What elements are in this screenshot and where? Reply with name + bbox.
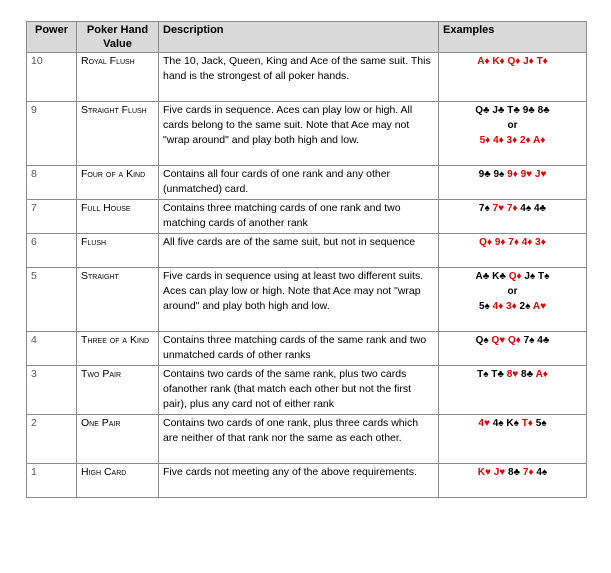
description-cell: Contains three matching cards of the same rank and two unmatched cards of other ranks xyxy=(159,332,439,366)
playing-card: J♠ xyxy=(524,271,536,282)
example-hand xyxy=(443,235,582,250)
description-cell: Contains all four cards of one rank and any other (unmatched) card. xyxy=(159,166,439,200)
hand-name-cell: Three of a Kind xyxy=(77,332,159,366)
playing-card: Q♦ xyxy=(508,271,522,282)
example-hand xyxy=(443,465,582,480)
playing-card: 9♣ xyxy=(478,169,491,180)
example-hand xyxy=(443,54,582,69)
examples-cell xyxy=(439,200,587,234)
table-body xyxy=(27,53,587,498)
playing-card: 9♣ xyxy=(522,105,535,116)
playing-card: 8♣ xyxy=(537,105,550,116)
examples-cell xyxy=(439,234,587,268)
hand-header: Poker Hand Value xyxy=(77,22,159,53)
playing-card: Q♦ xyxy=(479,237,493,248)
power-cell: 3 xyxy=(27,366,77,415)
playing-card: 9♦ xyxy=(494,237,506,248)
power-cell: 7 xyxy=(27,200,77,234)
example-hand xyxy=(443,269,582,284)
playing-card: A♣ xyxy=(475,271,490,282)
examples-cell xyxy=(439,366,587,415)
hand-name-cell: Two Pair xyxy=(77,366,159,415)
playing-card: A♦ xyxy=(535,369,548,380)
hand-name-cell: Flush xyxy=(77,234,159,268)
description-cell: Contains three matching cards of one rank and two matching cards of another rank xyxy=(159,200,439,234)
playing-card: Q♥ xyxy=(491,335,506,346)
power-cell: 4 xyxy=(27,332,77,366)
playing-card: 3♦ xyxy=(506,135,518,146)
examples-cell xyxy=(439,102,587,166)
description-header: Description xyxy=(159,22,439,53)
playing-card: 9♦ xyxy=(507,169,518,180)
playing-card: J♥ xyxy=(534,169,547,180)
example-hand xyxy=(443,103,582,118)
playing-card: Q♦ xyxy=(507,335,521,346)
hand-name-cell: High Card xyxy=(77,464,159,498)
power-cell: 1 xyxy=(27,464,77,498)
playing-card: 7♠ xyxy=(523,335,535,346)
examples-cell xyxy=(439,53,587,102)
power-cell: 8 xyxy=(27,166,77,200)
playing-card: Q♦ xyxy=(507,56,521,67)
description-cell: Five cards not meeting any of the above requirements. xyxy=(159,464,439,498)
header-row xyxy=(27,22,587,53)
example-hand xyxy=(443,333,582,348)
example-hand xyxy=(443,367,582,382)
table-row xyxy=(27,464,587,498)
playing-card: 2♠ xyxy=(519,301,531,312)
table-row xyxy=(27,53,587,102)
example-hand xyxy=(443,299,582,314)
playing-card: Q♠ xyxy=(475,335,489,346)
table-row xyxy=(27,200,587,234)
playing-card: A♦ xyxy=(477,56,490,67)
or-label: or xyxy=(507,120,518,131)
playing-card: K♦ xyxy=(492,56,505,67)
playing-card: 4♦ xyxy=(521,237,533,248)
playing-card: K♠ xyxy=(506,418,519,429)
playing-card: 8♥ xyxy=(506,369,519,380)
playing-card: T♦ xyxy=(521,418,533,429)
hand-name-cell: Straight xyxy=(77,268,159,332)
description-cell: Five cards in sequence. Aces can play low or high. All cards belong to the same suit. Note that Ace may not "wrap around" and play both high and low. xyxy=(159,102,439,166)
description-cell: The 10, Jack, Queen, King and Ace of the same suit. This hand is the strongest of all poker hands. xyxy=(159,53,439,102)
playing-card: A♦ xyxy=(533,135,546,146)
description-cell: All five cards are of the same suit, but not in sequence xyxy=(159,234,439,268)
hand-name-cell: Royal Flush xyxy=(77,53,159,102)
hand-name-cell: Four of a Kind xyxy=(77,166,159,200)
playing-card: 4♦ xyxy=(492,301,504,312)
examples-cell xyxy=(439,166,587,200)
playing-card: 5♠ xyxy=(478,301,490,312)
table-row xyxy=(27,332,587,366)
playing-card: 9♥ xyxy=(520,169,533,180)
poker-hands-table xyxy=(26,21,587,498)
table-row xyxy=(27,415,587,464)
examples-cell xyxy=(439,415,587,464)
playing-card: 7♦ xyxy=(506,203,518,214)
example-hand xyxy=(443,167,582,182)
playing-card: 7♦ xyxy=(508,237,519,248)
playing-card: 7♦ xyxy=(522,467,534,478)
playing-card: T♣ xyxy=(491,369,504,380)
playing-card: 9♠ xyxy=(493,169,505,180)
playing-card: 3♦ xyxy=(506,301,517,312)
description-cell: Contains two cards of the same rank, plus two cards ofanother rank (that match each other but not the first pair), plus any card not of either rank xyxy=(159,366,439,415)
table-row xyxy=(27,166,587,200)
playing-card: 3♦ xyxy=(535,237,546,248)
playing-card: J♣ xyxy=(492,105,505,116)
examples-cell xyxy=(439,268,587,332)
playing-card: K♥ xyxy=(477,467,491,478)
playing-card: 4♣ xyxy=(533,203,547,214)
playing-card: Q♣ xyxy=(475,105,490,116)
playing-card: T♦ xyxy=(536,56,548,67)
table-row xyxy=(27,102,587,166)
playing-card: T♠ xyxy=(477,369,489,380)
playing-card: 8♣ xyxy=(521,369,534,380)
table-row xyxy=(27,234,587,268)
playing-card: 4♠ xyxy=(520,203,532,214)
playing-card: 4♣ xyxy=(537,335,550,346)
example-hand xyxy=(443,201,582,216)
playing-card: 4♥ xyxy=(478,418,490,429)
playing-card: J♦ xyxy=(523,56,534,67)
playing-card: J♥ xyxy=(493,467,506,478)
hand-name-cell: One Pair xyxy=(77,415,159,464)
playing-card: K♣ xyxy=(492,271,506,282)
examples-header: Examples xyxy=(439,22,587,53)
examples-cell xyxy=(439,332,587,366)
table-row xyxy=(27,268,587,332)
power-cell: 9 xyxy=(27,102,77,166)
power-cell: 5 xyxy=(27,268,77,332)
description-cell: Five cards in sequence using at least two different suits. Aces can play low or high. Note that Ace may not "wrap around" and play both high and low. xyxy=(159,268,439,332)
playing-card: 4♠ xyxy=(492,418,504,429)
playing-card: 5♦ xyxy=(479,135,491,146)
description-cell: Contains two cards of one rank, plus three cards which are neither of that rank nor the same as each other. xyxy=(159,415,439,464)
power-header: Power xyxy=(27,22,77,53)
example-hand xyxy=(443,416,582,431)
example-hand xyxy=(443,133,582,148)
playing-card: 8♣ xyxy=(508,467,521,478)
examples-cell xyxy=(439,464,587,498)
playing-card: 4♠ xyxy=(536,467,548,478)
playing-card: 5♠ xyxy=(535,418,547,429)
playing-card: 2♦ xyxy=(519,135,531,146)
hand-name-cell: Straight Flush xyxy=(77,102,159,166)
power-cell: 2 xyxy=(27,415,77,464)
hand-name-cell: Full House xyxy=(77,200,159,234)
power-cell: 6 xyxy=(27,234,77,268)
playing-card: 7♥ xyxy=(492,203,505,214)
playing-card: T♠ xyxy=(538,271,550,282)
playing-card: 4♦ xyxy=(493,135,504,146)
power-cell: 10 xyxy=(27,53,77,102)
playing-card: T♣ xyxy=(507,105,520,116)
playing-card: A♥ xyxy=(532,301,547,312)
playing-card: 7♠ xyxy=(478,203,490,214)
table-row xyxy=(27,366,587,415)
or-label: or xyxy=(507,286,518,297)
